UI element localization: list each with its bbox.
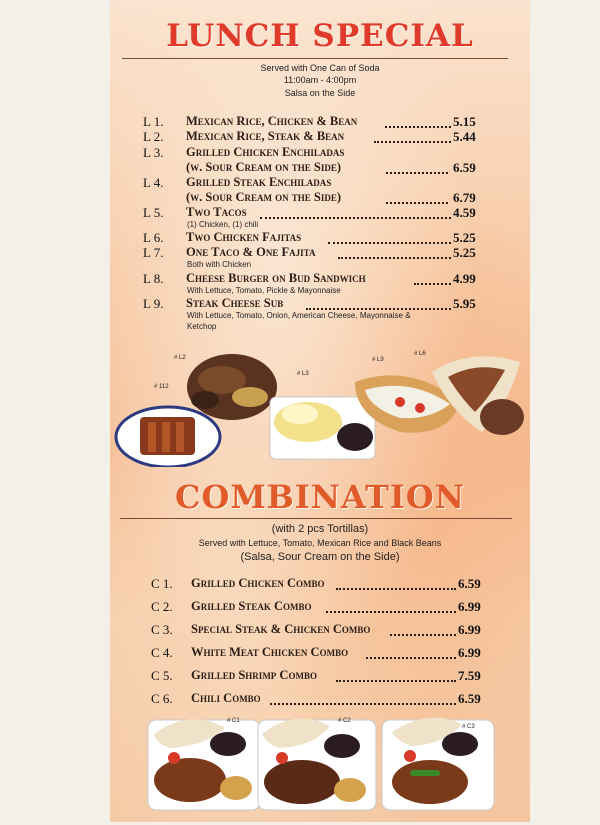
lunch-subline: 11:00am - 4:00pm — [283, 75, 357, 85]
item-code: C 6. — [151, 691, 173, 706]
item-code: C 2. — [151, 599, 173, 614]
item-price: 6.99 — [458, 645, 481, 660]
menu-sheet — [110, 0, 530, 822]
item-price: 7.59 — [458, 668, 481, 683]
photo-label: # L6 — [414, 351, 426, 357]
item-code: L 3. — [143, 145, 164, 160]
photo-label: # L2 — [174, 355, 186, 361]
combination-subline: (Salsa, Sour Cream on the Side) — [240, 551, 400, 563]
photo-label: # C3 — [462, 724, 475, 730]
lunch-subline: Served with One Can of Soda — [260, 63, 380, 73]
item-code: L 7. — [143, 245, 164, 260]
item-name: Chili Combo — [191, 691, 261, 705]
leader-dots — [366, 647, 456, 659]
food-photo-c3 — [382, 718, 494, 810]
item-price: 5.25 — [453, 230, 476, 245]
item-name: Grilled Steak Combo — [191, 599, 312, 613]
item-code: C 3. — [151, 622, 173, 637]
leader-dots — [385, 116, 451, 128]
item-name: Mexican Rice, Steak & Bean — [186, 129, 345, 143]
food-photo-l2 — [187, 354, 277, 420]
photo-label: # L3 — [297, 371, 309, 377]
leader-dots — [328, 232, 451, 244]
photo-label: # 112 — [154, 384, 169, 390]
leader-dots — [336, 578, 456, 590]
item-name: Grilled Chicken Combo — [191, 576, 325, 590]
item-name: Steak Cheese Sub — [186, 296, 284, 310]
photo-label: # L9 — [372, 357, 384, 363]
item-note: With Lettuce, Tomato, Onion, American Cheese, Mayonnaise & — [187, 311, 411, 320]
leader-dots — [260, 207, 451, 219]
leader-dots — [306, 298, 451, 310]
leader-dots — [270, 693, 456, 705]
item-name: Cheese Burger on Bud Sandwich — [186, 271, 366, 285]
item-price: 5.25 — [453, 245, 476, 260]
lunch-food-photos — [110, 342, 530, 467]
item-name: White Meat Chicken Combo — [191, 645, 349, 659]
leader-dots — [374, 131, 451, 143]
item-price: 6.99 — [458, 599, 481, 614]
item-price: 4.59 — [453, 205, 476, 220]
item-name: Two Tacos — [186, 205, 247, 219]
item-price: 6.59 — [458, 576, 481, 591]
item-name: Mexican Rice, Chicken & Bean — [186, 114, 358, 128]
item-name: Grilled Chicken Enchiladas — [186, 145, 345, 159]
item-code: L 4. — [143, 175, 164, 190]
lunch-divider — [122, 58, 508, 59]
item-note: Both with Chicken — [187, 260, 252, 269]
item-price: 5.44 — [453, 129, 476, 144]
item-code: L 8. — [143, 271, 164, 286]
lunch-title: LUNCH SPECIAL — [166, 18, 474, 54]
item-name: Special Steak & Chicken Combo — [191, 622, 371, 636]
item-name: Two Chicken Fajitas — [186, 230, 302, 244]
leader-dots — [336, 670, 456, 682]
item-name-line2: (w. Sour Cream on the Side) — [186, 190, 342, 204]
combination-title: COMBINATION — [174, 478, 465, 516]
leader-dots — [338, 247, 451, 259]
item-price: 6.79 — [453, 190, 476, 205]
item-name: Grilled Shrimp Combo — [191, 668, 317, 682]
item-code: L 6. — [143, 230, 164, 245]
leader-dots — [386, 162, 448, 174]
item-price: 5.95 — [453, 296, 476, 311]
item-code: L 5. — [143, 205, 164, 220]
combination-subline: Served with Lettuce, Tomato, Mexican Rice and Black Beans — [198, 538, 442, 548]
item-note: Ketchop — [187, 322, 217, 331]
item-code: C 4. — [151, 645, 173, 660]
food-photo-c2 — [258, 719, 376, 810]
item-code: L 2. — [143, 129, 164, 144]
item-name: One Taco & One Fajita — [186, 245, 316, 259]
item-code: L 1. — [143, 114, 164, 129]
food-photo-l3 — [270, 397, 375, 459]
lunch-subline: Salsa on the Side — [284, 88, 356, 98]
item-price: 6.99 — [458, 622, 481, 637]
item-name: Grilled Steak Enchiladas — [186, 175, 332, 189]
item-price: 6.59 — [458, 691, 481, 706]
leader-dots — [390, 624, 456, 636]
leader-dots — [414, 273, 451, 285]
item-code: C 5. — [151, 668, 173, 683]
combination-divider — [120, 518, 512, 519]
leader-dots — [326, 601, 456, 613]
item-code: L 9. — [143, 296, 164, 311]
item-note: (1) Chicken, (1) chili — [187, 220, 259, 229]
photo-label: # C2 — [338, 718, 351, 724]
item-price: 4.99 — [453, 271, 476, 286]
food-photo-112 — [116, 407, 220, 467]
combination-subline: (with 2 pcs Tortillas) — [271, 523, 369, 535]
photo-label: # C1 — [227, 718, 240, 724]
leader-dots — [386, 192, 448, 204]
item-price: 6.59 — [453, 160, 476, 175]
item-name-line2: (w. Sour Cream on the Side) — [186, 160, 342, 174]
item-note: With Lettuce, Tomato, Pickle & Mayonnaise — [187, 286, 341, 295]
food-photo-c1 — [148, 719, 260, 810]
item-price: 5.15 — [453, 114, 476, 129]
item-code: C 1. — [151, 576, 173, 591]
